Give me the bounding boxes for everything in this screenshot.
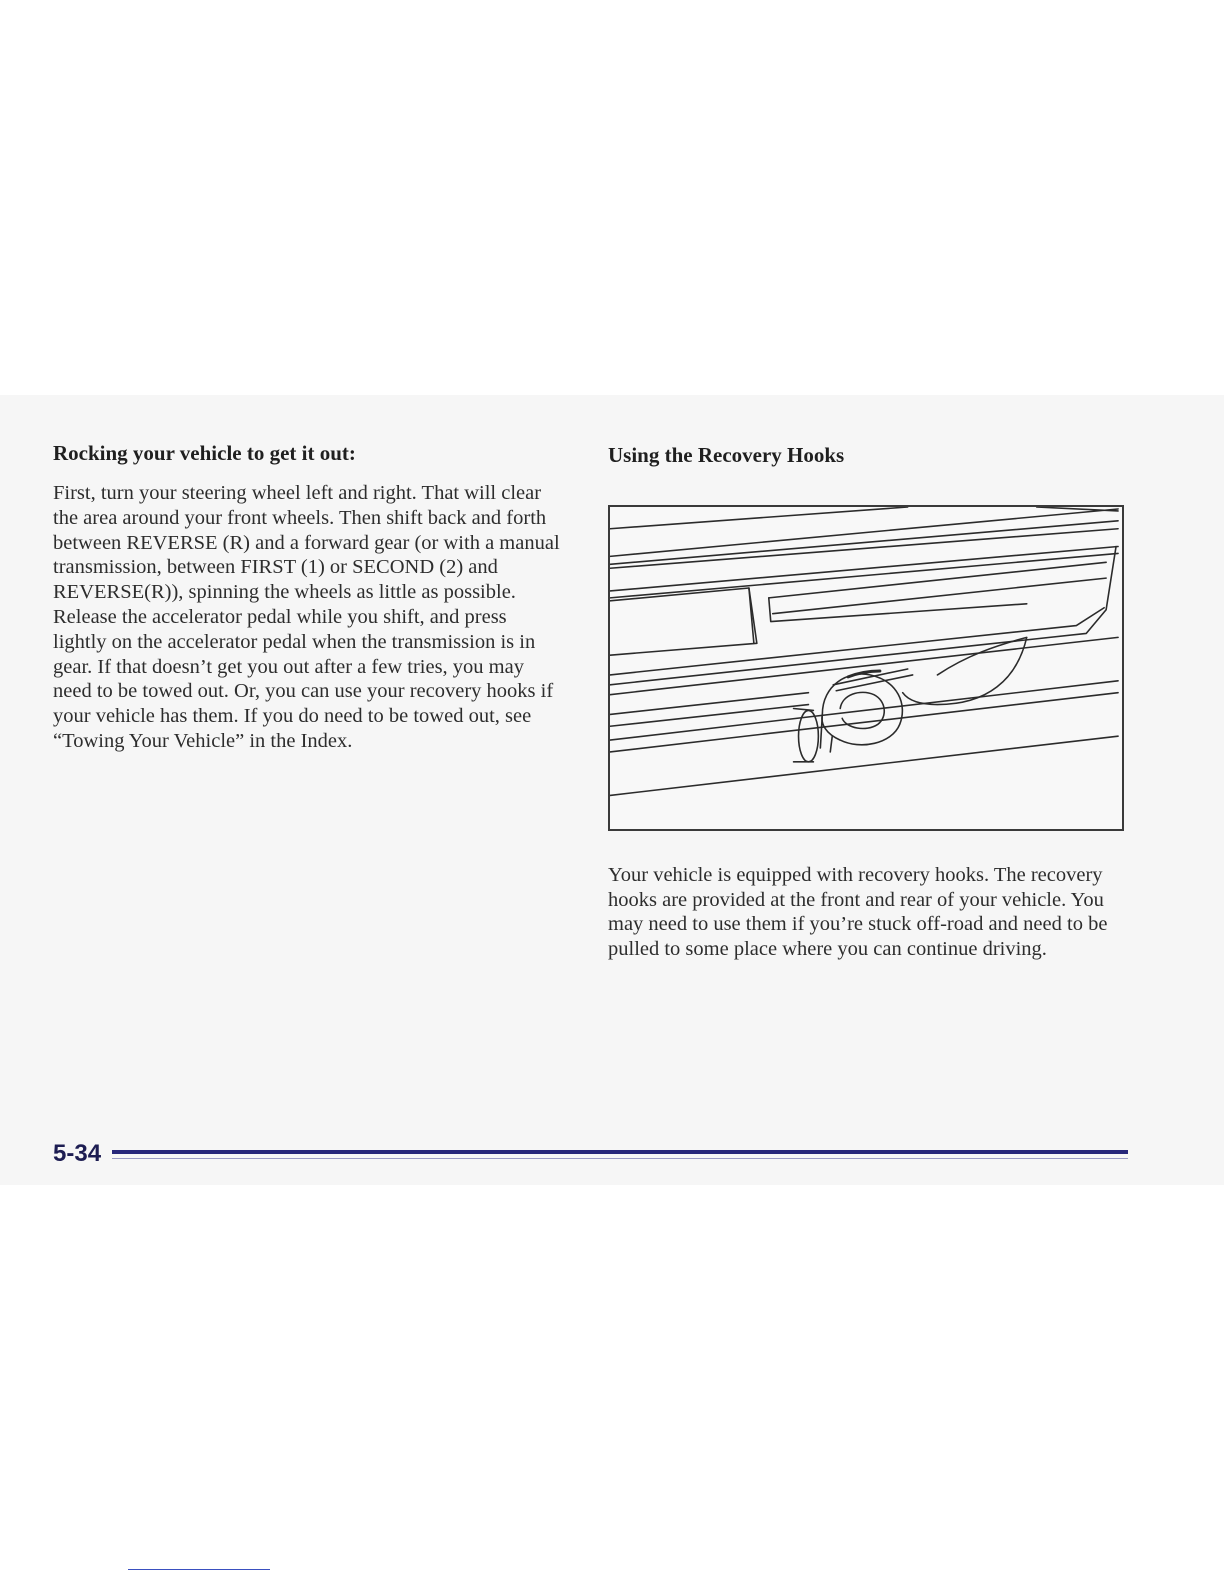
section-heading-rocking-vehicle: Rocking your vehicle to get it out: [53,441,356,465]
footer-rule [112,1150,1128,1154]
recovery-hook-drawing [610,507,1122,829]
recovery-hooks-paragraph: Your vehicle is equipped with recovery hooks. The recovery hooks are provided at the front and rear of your vehicle. You may need to use them if you’re stuck off-road and need to be pulled to some place where you can continue driving. [608,864,1108,960]
section-heading-recovery-hooks: Using the Recovery Hooks [608,443,845,467]
recovery-hook-illustration [608,505,1124,831]
bottom-divider [128,1569,270,1570]
footer-rule-thin [112,1158,1128,1159]
rocking-vehicle-paragraph: First, turn your steering wheel left and right. That will clear the area around your front wheels. Then shift back and forth between REVERSE (R) and a forward gear (or with a manual transmission, between FIRST (1) or SECOND (2) and REVERSE(R)), spinning the wheels as little as possible. Release the accelerator pedal while you shift, and press lightly on the accelerator pedal when the transmission is in gear. If that doesn’t get you out after a few tries, you may need to be towed out. Or, you can use your recovery hooks if your vehicle has them. If you do need to be towed out, see “Towing Your Vehicle” in the Index. [53,482,560,752]
page-number: 5-34 [53,1140,102,1167]
